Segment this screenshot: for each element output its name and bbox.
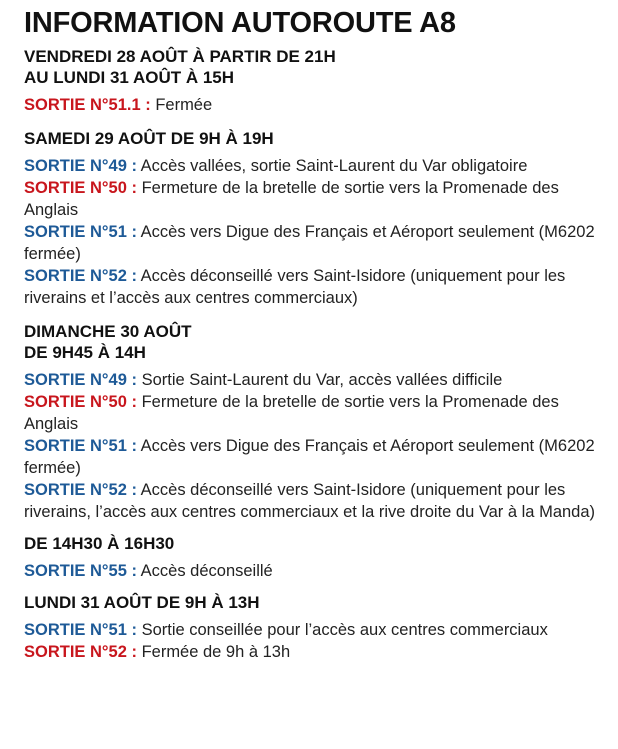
exit-text: Sortie Saint-Laurent du Var, accès vallées difficile: [141, 371, 503, 389]
section-date: [24, 533, 618, 554]
section-vendredi: [24, 46, 618, 116]
exit-label: SORTIE N°51 :: [24, 621, 137, 639]
exit-item: [24, 221, 604, 265]
exit-label: SORTIE N°55 :: [24, 562, 137, 580]
exit-text: Accès vallées, sortie Saint-Laurent du Var obligatoire: [140, 157, 528, 175]
exit-text: Fermeture de la bretelle de sortie vers la Promenade des Anglais: [24, 179, 559, 219]
exit-label: SORTIE N°51 :: [24, 437, 137, 455]
exit-text: Accès déconseillé vers Saint-Isidore (uniquement pour les riverains et l’accès aux centres commerciaux): [24, 267, 566, 307]
section-date: [24, 46, 618, 88]
exit-item: [24, 560, 604, 582]
exit-text: Sortie conseillée pour l’accès aux centres commerciaux: [141, 621, 548, 639]
exit-label: SORTIE N°52 :: [24, 267, 137, 285]
exit-text: Fermée de 9h à 13h: [141, 643, 291, 661]
exit-item: [24, 177, 604, 221]
exit-text: Fermée: [155, 96, 213, 114]
exit-item: [24, 641, 604, 663]
exit-item: [24, 435, 604, 479]
page-title: INFORMATION AUTOROUTE A8: [24, 7, 456, 39]
date-line: DE 9H45 À 14H: [24, 343, 146, 362]
exit-item: [24, 265, 604, 309]
date-line: DE 14H30 À 16H30: [24, 534, 175, 553]
exit-text: Accès vers Digue des Français et Aéroport seulement (M6202 fermée): [24, 223, 595, 263]
exit-item: [24, 479, 604, 523]
exit-item: [24, 619, 604, 641]
section-dimanche: [24, 321, 618, 523]
exit-text: Fermeture de la bretelle de sortie vers la Promenade des Anglais: [24, 393, 559, 433]
date-line: SAMEDI 29 AOÛT DE 9H À 19H: [24, 129, 274, 148]
section-date: [24, 128, 618, 149]
exit-item: [24, 369, 604, 391]
section-lundi: [24, 592, 618, 663]
section-samedi: [24, 128, 618, 309]
exit-label: SORTIE N°50 :: [24, 179, 137, 197]
date-line: LUNDI 31 AOÛT DE 9H À 13H: [24, 593, 260, 612]
section-date: [24, 592, 618, 613]
date-line: AU LUNDI 31 AOÛT À 15H: [24, 68, 235, 87]
exit-label: SORTIE N°49 :: [24, 371, 137, 389]
exit-item: [24, 391, 604, 435]
exit-label: SORTIE N°51 :: [24, 223, 137, 241]
exit-label: SORTIE N°50 :: [24, 393, 137, 411]
section-date: [24, 321, 618, 363]
exit-item: [24, 94, 604, 116]
section-afternoon: [24, 533, 618, 582]
exit-item: [24, 155, 604, 177]
exit-label: SORTIE N°52 :: [24, 643, 137, 661]
date-line: DIMANCHE 30 AOÛT: [24, 322, 192, 341]
date-line: VENDREDI 28 AOÛT À PARTIR DE 21H: [24, 47, 336, 66]
exit-label: SORTIE N°51.1 :: [24, 96, 151, 114]
exit-text: Accès déconseillé vers Saint-Isidore (uniquement pour les riverains, l’accès aux centres commerciaux et la rive droite du Var à la Manda): [24, 481, 596, 521]
exit-label: SORTIE N°52 :: [24, 481, 137, 499]
exit-text: Accès vers Digue des Français et Aéroport seulement (M6202 fermée): [24, 437, 595, 477]
exit-text: Accès déconseillé: [140, 562, 273, 580]
exit-label: SORTIE N°49 :: [24, 157, 137, 175]
